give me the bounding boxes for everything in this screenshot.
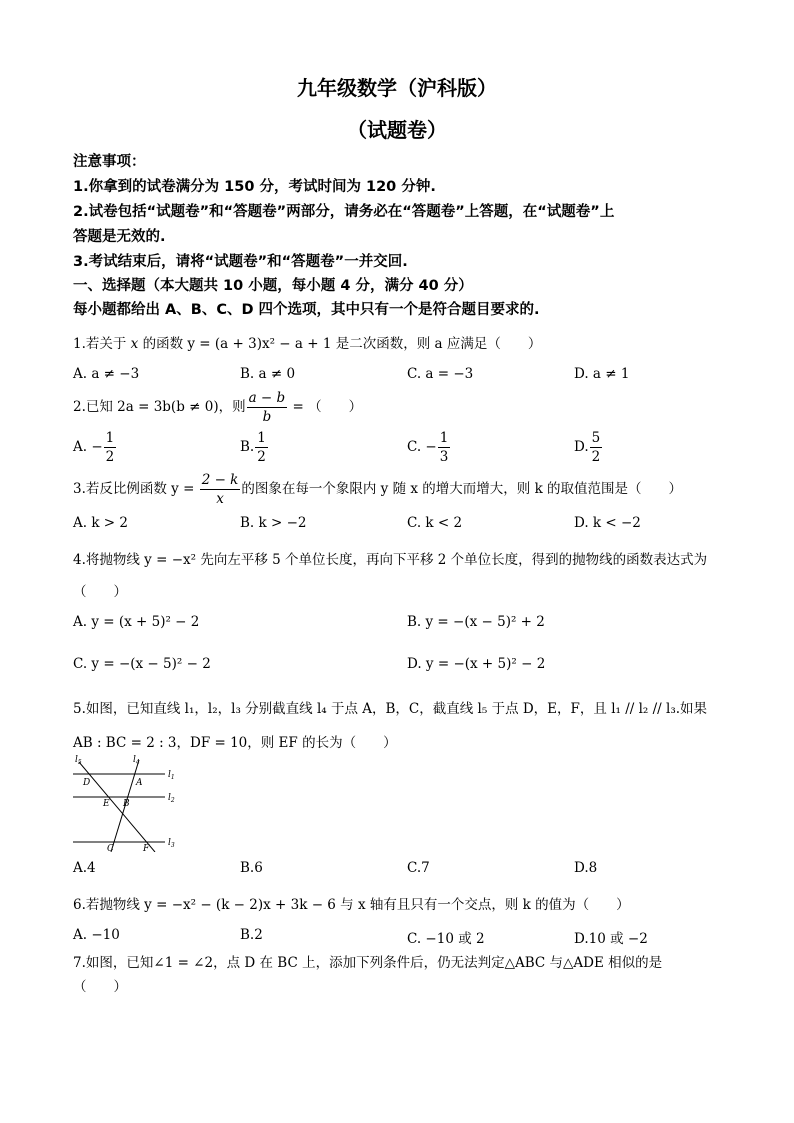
q3-stem-part-b: 的图象在每一个象限内 y 随 x 的增大而增大，则 k 的取值范围是（ ）: [241, 481, 683, 497]
q2-option-b-den: 2: [257, 449, 266, 465]
q2-stem-part-a: 2.已知 2a = 3b(b ≠ 0)，则: [73, 399, 246, 415]
q2-option-c: [407, 429, 451, 466]
q2-option-b: [240, 429, 269, 466]
q1-option-a: A. a ≠ −3: [73, 366, 140, 382]
section-heading: 一、选择题（本大题共 10 小题，每小题 4 分，满分 40 分）: [73, 278, 473, 294]
notice-item-2-line-1: 2.试卷包括“试题卷”和“答题卷”两部分，请务必在“答题卷”上答题，在“试题卷”上: [73, 204, 615, 220]
line-l5: [79, 762, 155, 852]
q4-option-d: D. y = −(x + 5)² − 2: [407, 656, 546, 672]
label-point-f: F: [143, 844, 150, 852]
label-l5: $l_5$: [75, 755, 82, 766]
q5-option-b: B.6: [240, 860, 263, 876]
question-5-figure: [73, 754, 183, 852]
q3-option-b: B. k > −2: [240, 515, 307, 531]
q2-option-d: [574, 429, 603, 466]
q6-option-b: B.2: [240, 927, 263, 943]
label-point-d: D: [83, 778, 91, 788]
page-subtitle: （试题卷）: [347, 118, 447, 142]
label-l4: $l_4$: [133, 755, 140, 766]
q4-option-b: B. y = −(x − 5)² + 2: [407, 614, 545, 630]
q2-option-a-frac: [104, 429, 117, 466]
q2-option-c-frac: [438, 429, 451, 466]
q2-fraction-num: a − b: [248, 390, 286, 406]
q3-fraction: [200, 471, 241, 508]
q2-option-c-num: 1: [439, 430, 449, 446]
q1-option-c: C. a = −3: [407, 366, 474, 382]
question-6-stem: 6.若抛物线 y = −x² − (k − 2)x + 3k − 6 与 x 轴有且只有一个交点，则 k 的值为（ ）: [73, 897, 630, 913]
q2-fraction: [247, 389, 288, 426]
q3-fraction-num: 2 − k: [201, 472, 239, 488]
label-point-b: B: [123, 799, 130, 809]
question-4-stem-line-2: （ ）: [73, 584, 127, 600]
q2-option-b-frac: [255, 429, 268, 466]
notice-heading: 注意事项：: [73, 154, 146, 170]
question-1-stem: [73, 332, 541, 352]
q2-option-d-num: 5: [591, 430, 601, 446]
label-point-a: A: [136, 778, 143, 788]
question-4-stem-line-1: 4.将抛物线 y = −x² 先向左平移 5 个单位长度，再向下平移 2 个单位长度，得到的抛物线的函数表达式为: [73, 552, 708, 568]
q1-option-d: D. a ≠ 1: [574, 366, 630, 382]
q3-option-d: D. k < −2: [574, 515, 641, 531]
q3-option-a: A. k > 2: [73, 515, 128, 531]
q1-stem-var: x: [130, 336, 139, 352]
notice-item-3: 3.考试结束后，请将“试题卷”和“答题卷”一并交回.: [73, 254, 408, 270]
notice-item-2-line-2: 答题是无效的.: [73, 229, 166, 245]
q2-option-a-prefix: A. −: [73, 439, 103, 455]
q1-stem-part-a: 1.若关于: [73, 336, 131, 352]
q2-stem-part-b: = （ ）: [288, 399, 363, 415]
q2-option-d-prefix: D.: [574, 439, 589, 455]
question-2-stem: [73, 389, 362, 426]
question-5-stem-line-1: 5.如图，已知直线 l₁，l₂，l₃ 分别截直线 l₄ 于点 A，B，C，截直线 l₅ 于点 D，E，F，且 l₁ // l₂ // l₃.如果: [73, 701, 708, 717]
q2-option-d-den: 2: [591, 449, 601, 465]
label-point-c: C: [107, 844, 114, 852]
q4-option-a: A. y = (x + 5)² − 2: [73, 614, 200, 630]
q2-option-d-frac: [590, 429, 603, 466]
q1-stem-part-b: 的函数 y = (a + 3)x² − a + 1 是二次函数，则 a 应满足（ ）: [138, 336, 542, 352]
q3-option-c: C. k < 2: [407, 515, 463, 531]
label-point-e: E: [103, 799, 110, 809]
label-l2: $l_2$: [168, 793, 175, 804]
q5-option-d: D.8: [574, 860, 598, 876]
notice-item-1: 1.你拿到的试卷满分为 150 分，考试时间为 120 分钟.: [73, 179, 436, 195]
q4-option-c: C. y = −(x − 5)² − 2: [73, 656, 211, 672]
q2-option-a-num: 1: [105, 430, 115, 446]
question-5-stem-line-2: AB : BC = 2 : 3，DF = 10，则 EF 的长为（ ）: [73, 735, 397, 751]
q3-stem-part-a: 3.若反比例函数 y =: [73, 481, 199, 497]
q3-fraction-den: x: [216, 491, 224, 507]
q5-option-c: C.7: [407, 860, 430, 876]
question-3-stem: [73, 471, 682, 508]
page-title: 九年级数学（沪科版）: [297, 76, 497, 100]
question-7-stem-line-2: （ ）: [73, 979, 127, 995]
q6-option-d: D.10 或 −2: [574, 931, 648, 947]
label-l3: $l_3$: [168, 838, 175, 849]
q2-option-a-den: 2: [105, 449, 115, 465]
question-7-stem-line-1: 7.如图，已知∠1 = ∠2，点 D 在 BC 上，添加下列条件后，仍无法判定△ABC 与△ADE 相似的是: [73, 955, 663, 971]
q2-option-b-prefix: B.: [240, 439, 255, 455]
section-instruction: 每小题都给出 A、B、C、D 四个选项，其中只有一个是符合题目要求的.: [73, 302, 540, 318]
q2-option-a: [73, 429, 117, 466]
q2-option-c-prefix: C. −: [407, 439, 437, 455]
q1-option-b: B. a ≠ 0: [240, 366, 296, 382]
q6-option-a: A. −10: [73, 927, 120, 943]
q6-option-c: C. −10 或 2: [407, 931, 485, 947]
q2-option-c-den: 3: [439, 449, 449, 465]
q2-option-b-num: 1: [257, 430, 266, 446]
q2-fraction-den: b: [262, 409, 272, 425]
q5-option-a: A.4: [73, 860, 96, 876]
label-l1: $l_1$: [168, 770, 175, 781]
